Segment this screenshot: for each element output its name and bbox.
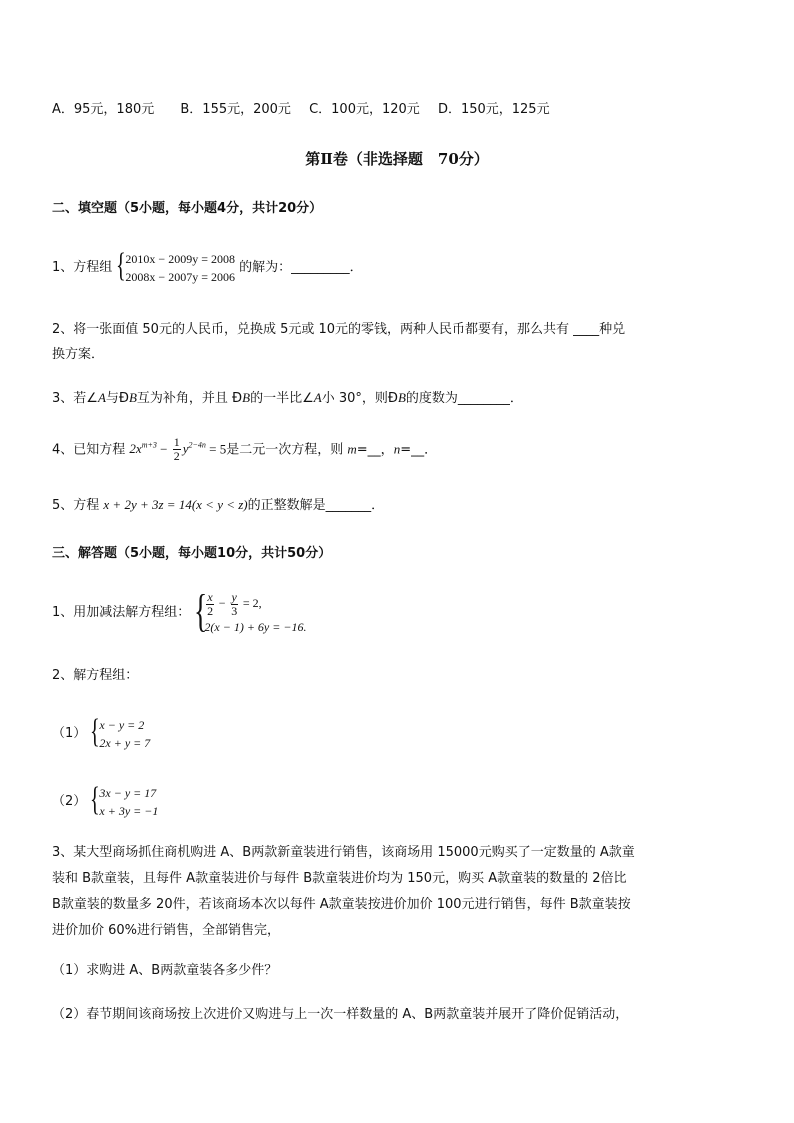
fill-q5-suffix: 的正整数解是_______． [247,498,385,513]
solve-q2-sub1-label: （1） [52,726,87,741]
solve-q3-sub1: （1）求购进 A、B两款童装各多少件？ [52,963,278,978]
brace-icon: { [90,780,101,818]
fill-q4-term1 [129,441,156,456]
solve-q1-prefix: 1、用加减法解方程组： [52,605,191,620]
solve-q1-f1d: 2 [207,603,214,618]
brace-icon: { [194,585,208,637]
fill-q1-eq2: 2008x − 2007y = 2006 [125,269,235,284]
solve-q3-sub2: （2）春节期间该商场按上次进价又购进与上一次一样数量的 A、B两款童装并展开了降价促销活动， [52,1007,629,1022]
fill-q4-exp1: m+3 [141,441,157,450]
brace-icon: { [116,246,127,284]
fill-q1 [52,248,363,288]
choice-b: B．155元，200元 [180,102,291,117]
fill-q4-tail: =__． [400,442,438,458]
solve-q1-eq2: 2(x − 1) + 6y = −16. [204,619,307,634]
part2-title: 第Ⅱ卷（非选择题 70分） [305,150,489,168]
fill-q4-base2: y [182,441,189,457]
solve-q2-sub2-label: （2） [52,794,87,809]
fill-q1-suffix: 的解为：_________． [239,260,363,275]
fill-q3-text: 互为补角，并且 Ð [136,391,243,406]
fill-q4-fraction [173,436,181,463]
fill-q4-rhs: = 5 [205,441,227,457]
brace-icon: { [90,712,101,750]
section2-header: 二、填空题（5小题，每小题4分，共计20分） [52,201,323,216]
fill-q3-text: 的度数为________． [405,391,523,406]
fill-q4-exp2: 2−4n [188,441,206,450]
solve-q1 [52,585,307,638]
solve-q1-system [194,585,307,637]
choices-row [52,101,550,119]
solve-q2-prefix: 2、解方程组： [52,668,139,683]
fill-q3-var: A [97,390,106,405]
solve-q2-sub1-system [90,712,151,752]
fill-q3-text: 小 30°，则Ð [321,391,398,406]
solve-q3-line3: B款童装的数量多 20件，若该商场本次以每件 A款童装按进价加价 100元进行销售，每件 B款童装按 [52,897,631,912]
fill-q3-text: 的一半比∠ [250,391,314,406]
solve-q3-line2: 装和 B款童装，且每件 A款童装进价与每件 B款童装进价均为 150元，购买 A款童装的数量的 2倍比 [52,871,627,886]
fill-q4-base1: 2x [129,441,142,457]
fill-q5-cond: (x < y < z) [191,497,248,512]
solve-q1-f2d: 3 [231,603,238,618]
solve-q1-minus: − [215,596,229,611]
fill-q4-mid: 是二元一次方程，则 [226,442,348,458]
fill-q3 [52,389,523,408]
solve-q2-sub2-eq1: 3x − y = 17 [99,785,157,800]
solve-q2-sub2-eq2: x + 3y = −1 [99,803,159,818]
fill-q1-system [116,246,235,286]
fill-q1-prefix: 1、方程组 [52,260,113,275]
solve-q1-frac-x [206,591,213,618]
fill-q3-text: 3、若∠ [52,391,98,406]
choice-c: C．100元，120元 [309,102,420,117]
fill-q1-eq1: 2010x − 2009y = 2008 [125,251,235,266]
fill-q3-var: B [128,390,137,405]
solve-q1-f2n: y [231,589,237,604]
fill-q4-mid2: =__， [356,442,394,458]
fill-q4-term2 [183,441,206,456]
fill-q4 [52,430,437,466]
fill-q4-num: 1 [173,435,180,450]
fill-q4-m: m [347,441,357,457]
fill-q5 [52,496,384,515]
fill-q3-text: 与Ð [105,391,129,406]
fill-q3-var: B [242,390,251,405]
fill-q4-den: 2 [173,449,180,464]
fill-q5-eq: x + 2y + 3z = 14 [103,497,192,512]
fill-q3-var: A [313,390,322,405]
section3-header: 三、解答题（5小题，每小题10分，共计50分） [52,546,332,561]
solve-q2-sub1-eq1: x − y = 2 [99,717,145,732]
solve-q2-sub1 [52,714,150,754]
fill-q4-n: n [393,441,401,457]
solve-q3-line1: 3、某大型商场抓住商机购进 A、B两款新童装进行销售，该商场用 15000元购买了一定数量的 A款童 [52,845,635,860]
fill-q4-prefix: 4、已知方程 [52,442,130,458]
solve-q1-eq1 [204,589,306,618]
choice-d: D．150元，125元 [437,102,550,117]
fill-q2-line1: 2、将一张面值 50元的人民币，兑换成 5元或 10元的零钱，两种人民币都要有，那么共有 ____种兑 [52,322,626,337]
solve-q1-rhs1: = 2, [239,596,262,611]
fill-q4-minus: − [156,441,171,457]
solve-q2-sub1-eq2: 2x + y = 7 [99,735,151,750]
fill-q5-prefix: 5、方程 [52,498,104,513]
solve-q1-frac-y [231,591,238,618]
choice-a: A．95元，180元 [52,102,155,117]
solve-q2-sub2-system [90,780,159,820]
fill-q2-line2: 换方案． [52,347,105,362]
solve-q3-line4: 进价加价 60%进行销售，全部销售完， [52,923,281,938]
solve-q1-f1n: x [207,589,213,604]
fill-q3-var: B [397,390,406,405]
solve-q2-sub2 [52,782,158,822]
